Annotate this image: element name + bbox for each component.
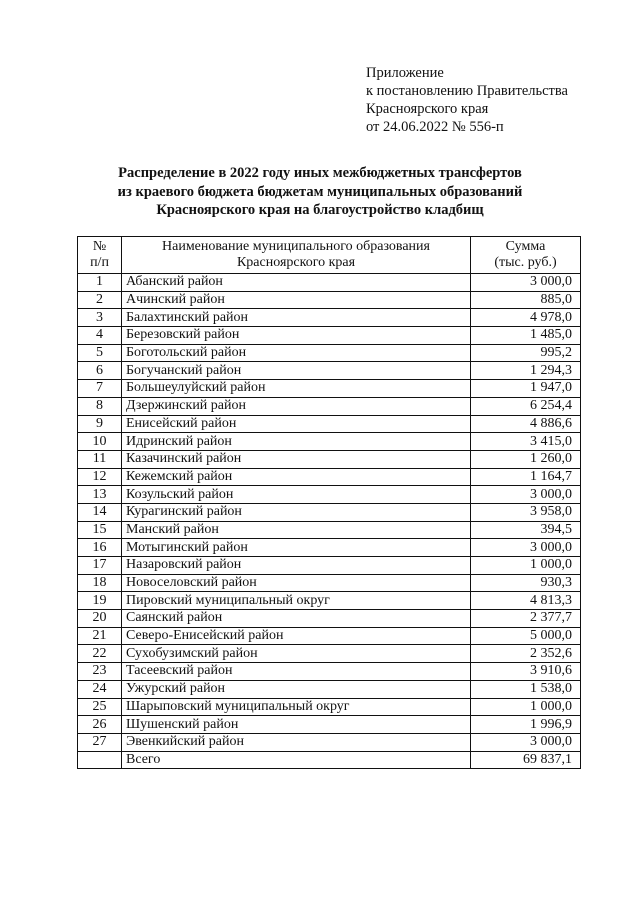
appendix-line-3: Красноярского края <box>366 101 489 117</box>
table-row <box>78 663 581 681</box>
row-number-cell: 15 <box>78 521 122 539</box>
title-line-1: Распределение в 2022 году иных межбюджетных трансфертов <box>118 165 522 181</box>
row-sum-cell: 5 000,0 <box>471 627 581 645</box>
table-row <box>78 716 581 734</box>
row-sum-cell: 2 377,7 <box>471 610 581 628</box>
total-row <box>78 751 581 769</box>
table-row <box>78 291 581 309</box>
table-row <box>78 397 581 415</box>
row-sum-cell: 3 910,6 <box>471 663 581 681</box>
row-number-cell: 20 <box>78 610 122 628</box>
row-name-cell: Шушенский район <box>122 716 471 734</box>
row-number-cell: 2 <box>78 291 122 309</box>
table-row <box>78 557 581 575</box>
row-sum-cell: 1 294,3 <box>471 362 581 380</box>
row-number-cell: 14 <box>78 503 122 521</box>
header-name-line-2: Красноярского края <box>236 255 356 270</box>
row-name-cell: Ужурский район <box>122 680 471 698</box>
row-name-cell: Енисейский район <box>122 415 471 433</box>
row-name-cell: Пировский муниципальный округ <box>122 592 471 610</box>
row-sum-cell: 3 000,0 <box>471 486 581 504</box>
row-name-cell: Абанский район <box>122 274 471 292</box>
appendix-line-4: от 24.06.2022 № 556-п <box>366 119 504 135</box>
row-sum-cell: 6 254,4 <box>471 397 581 415</box>
row-sum-cell: 394,5 <box>471 521 581 539</box>
table-row <box>78 539 581 557</box>
header-name <box>122 237 471 274</box>
table-row <box>78 503 581 521</box>
row-number-cell: 13 <box>78 486 122 504</box>
header-number <box>78 237 122 274</box>
row-sum-cell: 885,0 <box>471 291 581 309</box>
table-row <box>78 344 581 362</box>
total-number-cell <box>78 751 122 769</box>
row-number-cell: 3 <box>78 309 122 327</box>
table-row <box>78 680 581 698</box>
row-sum-cell: 4 978,0 <box>471 309 581 327</box>
table-row <box>78 380 581 398</box>
row-number-cell: 16 <box>78 539 122 557</box>
row-number-cell: 19 <box>78 592 122 610</box>
row-sum-cell: 3 415,0 <box>471 433 581 451</box>
row-number-cell: 6 <box>78 362 122 380</box>
row-number-cell: 22 <box>78 645 122 663</box>
table-row <box>78 274 581 292</box>
row-name-cell: Тасеевский район <box>122 663 471 681</box>
row-name-cell: Дзержинский район <box>122 397 471 415</box>
table-row <box>78 733 581 751</box>
row-name-cell: Манский район <box>122 521 471 539</box>
title-line-3: Красноярского края на благоустройство кладбищ <box>156 202 484 218</box>
table-row <box>78 450 581 468</box>
row-sum-cell: 930,3 <box>471 574 581 592</box>
table-row <box>78 433 581 451</box>
row-number-cell: 25 <box>78 698 122 716</box>
row-number-cell: 11 <box>78 450 122 468</box>
row-name-cell: Березовский район <box>122 327 471 345</box>
row-name-cell: Мотыгинский район <box>122 539 471 557</box>
row-number-cell: 4 <box>78 327 122 345</box>
table-header-row <box>78 237 581 274</box>
table-row <box>78 468 581 486</box>
total-label-cell: Всего <box>122 751 471 769</box>
table-row <box>78 362 581 380</box>
row-name-cell: Казачинский район <box>122 450 471 468</box>
row-number-cell: 24 <box>78 680 122 698</box>
table-row <box>78 309 581 327</box>
row-name-cell: Эвенкийский район <box>122 733 471 751</box>
row-name-cell: Сухобузимский район <box>122 645 471 663</box>
document-title <box>60 164 580 220</box>
row-sum-cell: 995,2 <box>471 344 581 362</box>
row-sum-cell: 2 352,6 <box>471 645 581 663</box>
row-sum-cell: 4 886,6 <box>471 415 581 433</box>
title-line-2: из краевого бюджета бюджетам муниципальных образований <box>117 183 523 200</box>
row-name-cell: Курагинский район <box>122 503 471 521</box>
row-name-cell: Кежемский район <box>122 468 471 486</box>
row-number-cell: 27 <box>78 733 122 751</box>
row-number-cell: 18 <box>78 574 122 592</box>
row-number-cell: 17 <box>78 557 122 575</box>
row-sum-cell: 3 000,0 <box>471 539 581 557</box>
total-sum-cell: 69 837,1 <box>471 751 581 769</box>
row-name-cell: Балахтинский район <box>122 309 471 327</box>
row-number-cell: 10 <box>78 433 122 451</box>
table-row <box>78 574 581 592</box>
table-row <box>78 645 581 663</box>
row-number-cell: 21 <box>78 627 122 645</box>
row-name-cell: Боготольский район <box>122 344 471 362</box>
header-sum-line-2: (тыс. руб.) <box>494 255 557 270</box>
row-name-cell: Шарыповский муниципальный округ <box>122 698 471 716</box>
distribution-table <box>77 236 581 769</box>
row-name-cell: Богучанский район <box>122 362 471 380</box>
row-name-cell: Назаровский район <box>122 557 471 575</box>
row-number-cell: 5 <box>78 344 122 362</box>
appendix-line-2: к постановлению Правительства <box>366 83 568 99</box>
appendix-line-1: Приложение <box>366 65 444 81</box>
header-name-line-1: Наименование муниципального образования <box>162 239 430 254</box>
row-name-cell: Саянский район <box>122 610 471 628</box>
row-sum-cell: 3 000,0 <box>471 733 581 751</box>
row-sum-cell: 1 485,0 <box>471 327 581 345</box>
row-sum-cell: 1 996,9 <box>471 716 581 734</box>
row-number-cell: 9 <box>78 415 122 433</box>
row-name-cell: Северо-Енисейский район <box>122 627 471 645</box>
row-number-cell: 1 <box>78 274 122 292</box>
row-sum-cell: 1 000,0 <box>471 698 581 716</box>
table-row <box>78 610 581 628</box>
table-row <box>78 486 581 504</box>
row-number-cell: 23 <box>78 663 122 681</box>
row-number-cell: 12 <box>78 468 122 486</box>
header-number-line-2: п/п <box>90 255 109 270</box>
row-name-cell: Большеулуйский район <box>122 380 471 398</box>
row-sum-cell: 1 000,0 <box>471 557 581 575</box>
row-name-cell: Ачинский район <box>122 291 471 309</box>
table-row <box>78 327 581 345</box>
row-name-cell: Новоселовский район <box>122 574 471 592</box>
row-name-cell: Козульский район <box>122 486 471 504</box>
table-row <box>78 592 581 610</box>
row-number-cell: 26 <box>78 716 122 734</box>
table-body <box>78 274 581 752</box>
table-row <box>78 627 581 645</box>
header-number-line-1: № <box>92 239 107 254</box>
row-sum-cell: 3 000,0 <box>471 274 581 292</box>
table-row <box>78 521 581 539</box>
row-sum-cell: 3 958,0 <box>471 503 581 521</box>
row-number-cell: 8 <box>78 397 122 415</box>
row-sum-cell: 4 813,3 <box>471 592 581 610</box>
row-sum-cell: 1 164,7 <box>471 468 581 486</box>
header-sum-line-1: Сумма <box>505 239 546 254</box>
table-row <box>78 698 581 716</box>
appendix-block <box>366 64 568 136</box>
row-name-cell: Идринский район <box>122 433 471 451</box>
row-number-cell: 7 <box>78 380 122 398</box>
row-sum-cell: 1 538,0 <box>471 680 581 698</box>
row-sum-cell: 1 260,0 <box>471 450 581 468</box>
header-sum <box>471 237 581 274</box>
row-sum-cell: 1 947,0 <box>471 380 581 398</box>
table-row <box>78 415 581 433</box>
